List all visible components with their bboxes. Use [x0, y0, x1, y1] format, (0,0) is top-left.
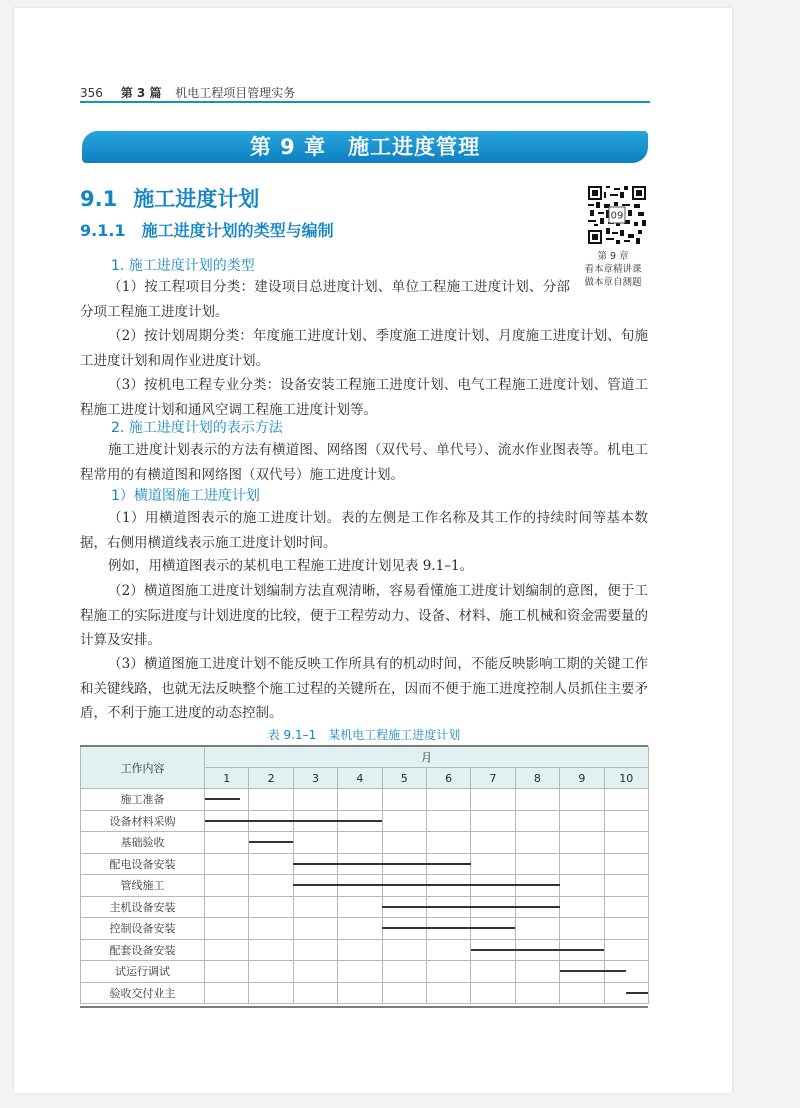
month-cell — [515, 832, 559, 854]
subsection-heading — [80, 218, 334, 241]
month-header: 1 — [205, 768, 249, 789]
chapter-banner — [82, 131, 648, 163]
column-header-task: 工作内容 — [81, 747, 205, 789]
qr-badge: 09 — [610, 210, 624, 222]
month-cell — [560, 875, 604, 897]
paragraph-by-project: （1）按工程项目分类：建设项目总进度计划、单位工程施工进度计划、分部分项工程施工进度计划。 — [80, 279, 570, 320]
month-cell — [560, 896, 604, 918]
heading-plan-types: 1. 施工进度计划的类型 — [111, 258, 255, 274]
month-cell — [338, 789, 382, 811]
table-row — [81, 789, 649, 811]
month-cell — [249, 875, 293, 897]
chapter-title: 施工进度管理 — [348, 135, 481, 159]
month-cell — [471, 982, 515, 1004]
month-cell — [293, 789, 337, 811]
table-row — [81, 896, 649, 918]
month-cell — [338, 918, 382, 940]
month-cell — [560, 789, 604, 811]
gantt-bar — [382, 906, 560, 908]
month-cell — [249, 982, 293, 1004]
qr-caption-line: 做本章自测题 — [584, 277, 642, 288]
section-heading — [80, 183, 259, 213]
month-cell — [515, 853, 559, 875]
gantt-bar — [626, 992, 648, 994]
task-name: 验收交付业主 — [81, 982, 205, 1004]
table-row — [81, 918, 649, 940]
month-cell — [205, 896, 249, 918]
month-cell — [249, 918, 293, 940]
task-name: 控制设备安装 — [81, 918, 205, 940]
gantt-bar — [382, 927, 515, 929]
month-cell — [604, 918, 648, 940]
month-cell — [249, 961, 293, 983]
column-header-month: 月 — [205, 747, 649, 768]
part-title: 机电工程项目管理实务 — [175, 86, 296, 100]
month-cell — [382, 832, 426, 854]
month-cell — [426, 832, 470, 854]
month-cell — [382, 810, 426, 832]
month-cell — [249, 789, 293, 811]
month-cell — [293, 832, 337, 854]
paragraph-gantt-example: 例如，用横道图表示的某机电工程施工进度计划见表 9.1–1。 — [108, 558, 474, 574]
section-title: 施工进度计划 — [133, 187, 260, 211]
month-cell — [560, 982, 604, 1004]
month-cell — [205, 832, 249, 854]
month-cell — [382, 961, 426, 983]
qr-caption-line: 看本章精讲课 — [584, 264, 642, 275]
paragraph-by-specialty: （3）按机电工程专业分类：设备安装工程施工进度计划、电气工程施工进度计划、管道工程施工进度计划和通风空调工程施工进度计划等。 — [80, 377, 648, 418]
month-cell — [604, 896, 648, 918]
month-cell — [604, 810, 648, 832]
task-name: 试运行调试 — [81, 961, 205, 983]
month-cell — [471, 961, 515, 983]
paragraph-gantt-limitations: （3）横道图施工进度计划不能反映工作所具有的机动时间，不能反映影响工期的关键工作和关键线路，也就无法反映整个施工过程的关键所在，因而不便于施工进度控制人员抓住主要矛盾，不利于施工进度的动态控制。 — [80, 656, 648, 721]
task-name: 管线施工 — [81, 875, 205, 897]
month-header: 8 — [515, 768, 559, 789]
qr-caption-line: 第 9 章 — [597, 251, 629, 262]
month-cell — [560, 810, 604, 832]
month-cell — [604, 939, 648, 961]
running-head — [80, 84, 650, 101]
gantt-bar — [205, 820, 383, 822]
month-cell — [515, 810, 559, 832]
table-row — [81, 982, 649, 1004]
paragraph-by-period: （2）按计划周期分类：年度施工进度计划、季度施工进度计划、月度施工进度计划、旬施工进度计划和周作业进度计划。 — [80, 328, 648, 369]
month-header: 6 — [426, 768, 470, 789]
month-cell — [382, 789, 426, 811]
table-bottom-rule — [80, 1006, 648, 1008]
month-cell — [604, 789, 648, 811]
month-cell — [471, 832, 515, 854]
month-header: 2 — [249, 768, 293, 789]
month-cell — [426, 789, 470, 811]
month-cell — [249, 853, 293, 875]
gantt-table — [80, 746, 649, 1004]
task-name: 基础验收 — [81, 832, 205, 854]
paragraph-gantt-advantages: （2）横道图施工进度计划编制方法直观清晰，容易看懂施工进度计划编制的意图，便于工程施工的实际进度与计划进度的比较，便于工程劳动力、设备、材料、施工机械和资金需要量的计算及安排。 — [80, 583, 648, 648]
month-cell — [604, 832, 648, 854]
month-cell — [293, 918, 337, 940]
heading-representation: 2. 施工进度计划的表示方法 — [111, 420, 283, 436]
month-cell — [205, 875, 249, 897]
subsection-number: 9.1.1 — [80, 221, 126, 240]
paragraph-gantt-structure: （1）用横道图表示的施工进度计划。表的左侧是工作名称及其工作的持续时间等基本数据，右侧用横道线表示施工进度计划时间。 — [80, 510, 648, 551]
month-cell — [515, 982, 559, 1004]
month-header: 9 — [560, 768, 604, 789]
month-cell — [205, 939, 249, 961]
task-name: 设备材料采购 — [81, 810, 205, 832]
gantt-bar — [249, 841, 293, 843]
month-cell — [515, 789, 559, 811]
month-cell — [426, 810, 470, 832]
month-cell — [293, 982, 337, 1004]
gantt-bar — [293, 884, 559, 886]
month-cell — [293, 939, 337, 961]
month-cell — [205, 853, 249, 875]
table-caption: 表 9.1–1 某机电工程施工进度计划 — [267, 728, 461, 742]
gantt-bar — [560, 970, 627, 972]
month-cell — [205, 982, 249, 1004]
month-cell — [338, 939, 382, 961]
table-row — [81, 832, 649, 854]
month-header: 10 — [604, 768, 648, 789]
month-cell — [338, 832, 382, 854]
month-cell — [382, 982, 426, 1004]
chapter-label: 第 9 章 — [249, 135, 327, 159]
qr-code-icon[interactable] — [588, 186, 646, 244]
month-cell — [205, 918, 249, 940]
month-header: 3 — [293, 768, 337, 789]
month-cell — [604, 853, 648, 875]
table-top-rule — [80, 745, 648, 747]
month-cell — [249, 896, 293, 918]
gantt-bar — [205, 798, 241, 800]
task-name: 配电设备安装 — [81, 853, 205, 875]
month-cell — [471, 853, 515, 875]
month-cell — [515, 918, 559, 940]
month-cell — [426, 982, 470, 1004]
month-cell — [426, 939, 470, 961]
month-cell — [560, 832, 604, 854]
gantt-bar — [293, 863, 471, 865]
month-cell — [293, 961, 337, 983]
task-name: 配套设备安装 — [81, 939, 205, 961]
month-cell — [560, 853, 604, 875]
heading-gantt: 1）横道图施工进度计划 — [111, 488, 260, 504]
section-number: 9.1 — [80, 187, 118, 211]
header-rule — [80, 101, 650, 103]
month-cell — [205, 961, 249, 983]
month-header: 4 — [338, 768, 382, 789]
month-cell — [382, 939, 426, 961]
month-cell — [338, 896, 382, 918]
qr-caption — [570, 250, 656, 289]
month-cell — [426, 961, 470, 983]
month-cell — [338, 961, 382, 983]
part-label: 第 3 篇 — [120, 86, 162, 100]
month-cell — [560, 918, 604, 940]
month-cell — [249, 939, 293, 961]
gantt-bar — [471, 949, 604, 951]
month-cell — [471, 810, 515, 832]
paragraph-methods: 施工进度计划表示的方法有横道图、网络图（双代号、单代号）、流水作业图表等。机电工程常用的有横道图和网络图（双代号）施工进度计划。 — [80, 442, 648, 483]
month-header: 7 — [471, 768, 515, 789]
task-name: 主机设备安装 — [81, 896, 205, 918]
subsection-title: 施工进度计划的类型与编制 — [141, 221, 334, 240]
month-cell — [338, 982, 382, 1004]
month-cell — [471, 789, 515, 811]
month-header: 5 — [382, 768, 426, 789]
month-cell — [515, 961, 559, 983]
month-cell — [604, 875, 648, 897]
task-name: 施工准备 — [81, 789, 205, 811]
page-number: 356 — [80, 86, 103, 100]
month-cell — [293, 896, 337, 918]
